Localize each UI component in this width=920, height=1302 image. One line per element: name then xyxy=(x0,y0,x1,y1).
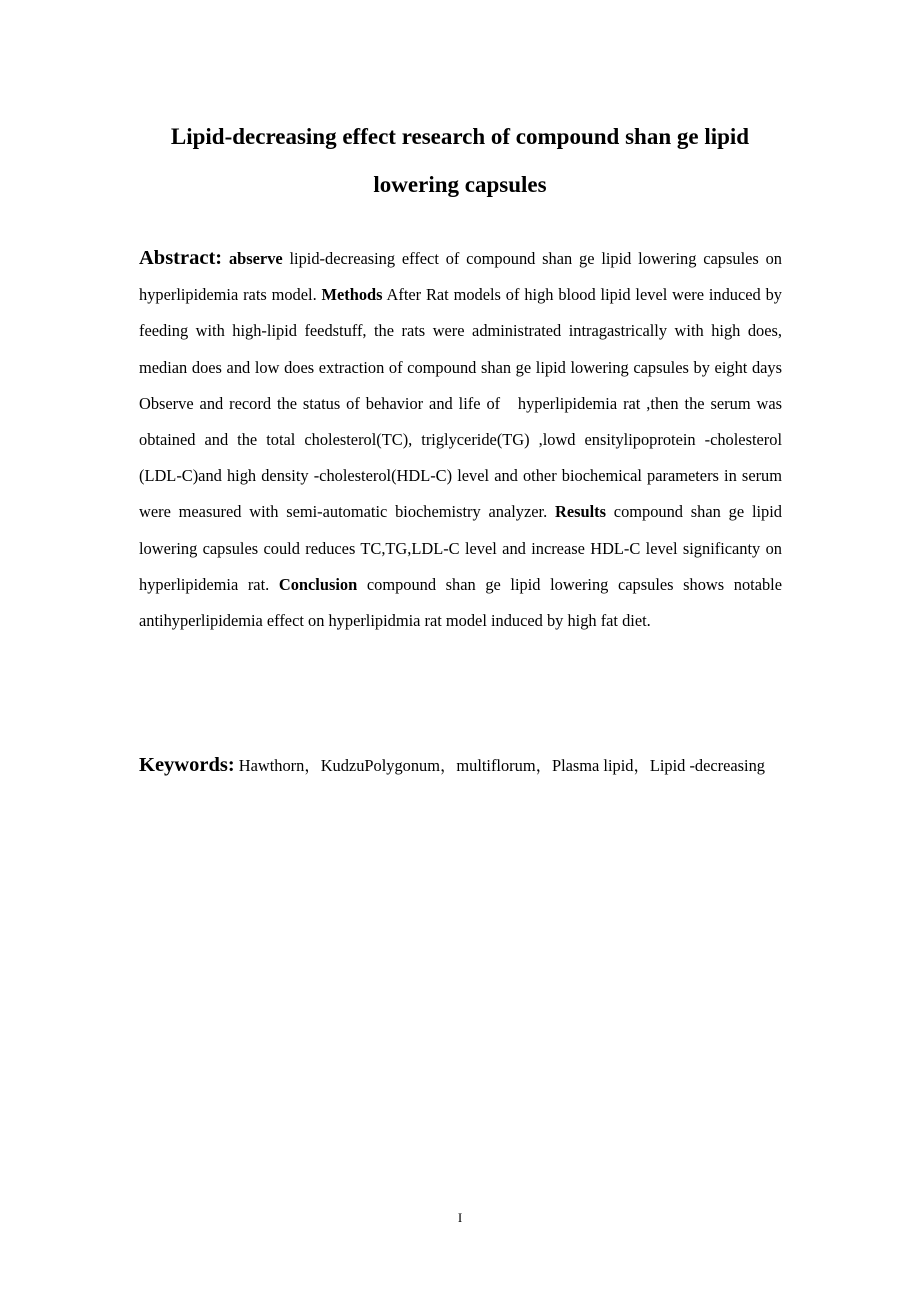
page-number: I xyxy=(457,1210,463,1225)
keywords-paragraph xyxy=(139,745,782,786)
keywords-text: Hawthorn，KudzuPolygonum，multiflorum，Plasma lipid，Lipid -decreasing xyxy=(234,756,766,775)
paper-title-line-1: Lipid-decreasing effect research of compound shan ge lipid xyxy=(170,124,750,149)
conclusion-text: compound shan ge lipid lowering capsules shows notable antihyperlipidemia effect on hyperlipidmia rat model induced by high fat diet. xyxy=(139,574,783,631)
paper-title-line-2: lowering capsules xyxy=(373,172,547,197)
results-label: Results xyxy=(554,502,606,522)
paper-title xyxy=(120,113,800,209)
abstract-lead-word: abserve xyxy=(228,249,283,268)
methods-label: Methods xyxy=(321,285,383,305)
results-text: compound shan ge lipid lowering capsules could reduces TC,TG,LDL-C level and increase HDL-C level significanty on hyperlipidemia rat. xyxy=(139,502,783,594)
methods-text: After Rat models of high blood lipid level were induced by feeding with high-lipid feedstuff, the rats were administrated intragastrically with high does, median does and low does extraction of compound shan ge lipid lowering capsules by eight days Observe and record the status of behavior and life of hyperlipidemia rat ,then the serum was obtained and the total cholesterol(TC), triglyceride(TG) ,lowd ensitylipoprotein -cholesterol (LDL-C)and high density -cholesterol(HDL-C) level and other biochemical parameters in serum were measured with semi-automatic biochemistry analyzer. xyxy=(139,285,782,522)
abstract-paragraph xyxy=(139,240,782,639)
conclusion-label: Conclusion xyxy=(278,574,358,594)
abstract-intro-text: lipid-decreasing effect of compound shan ge lipid lowering capsules on hyperlipidemia rats model. xyxy=(139,249,782,305)
keywords-label: Keywords: xyxy=(139,754,235,776)
abstract-label: Abstract: xyxy=(139,247,223,269)
